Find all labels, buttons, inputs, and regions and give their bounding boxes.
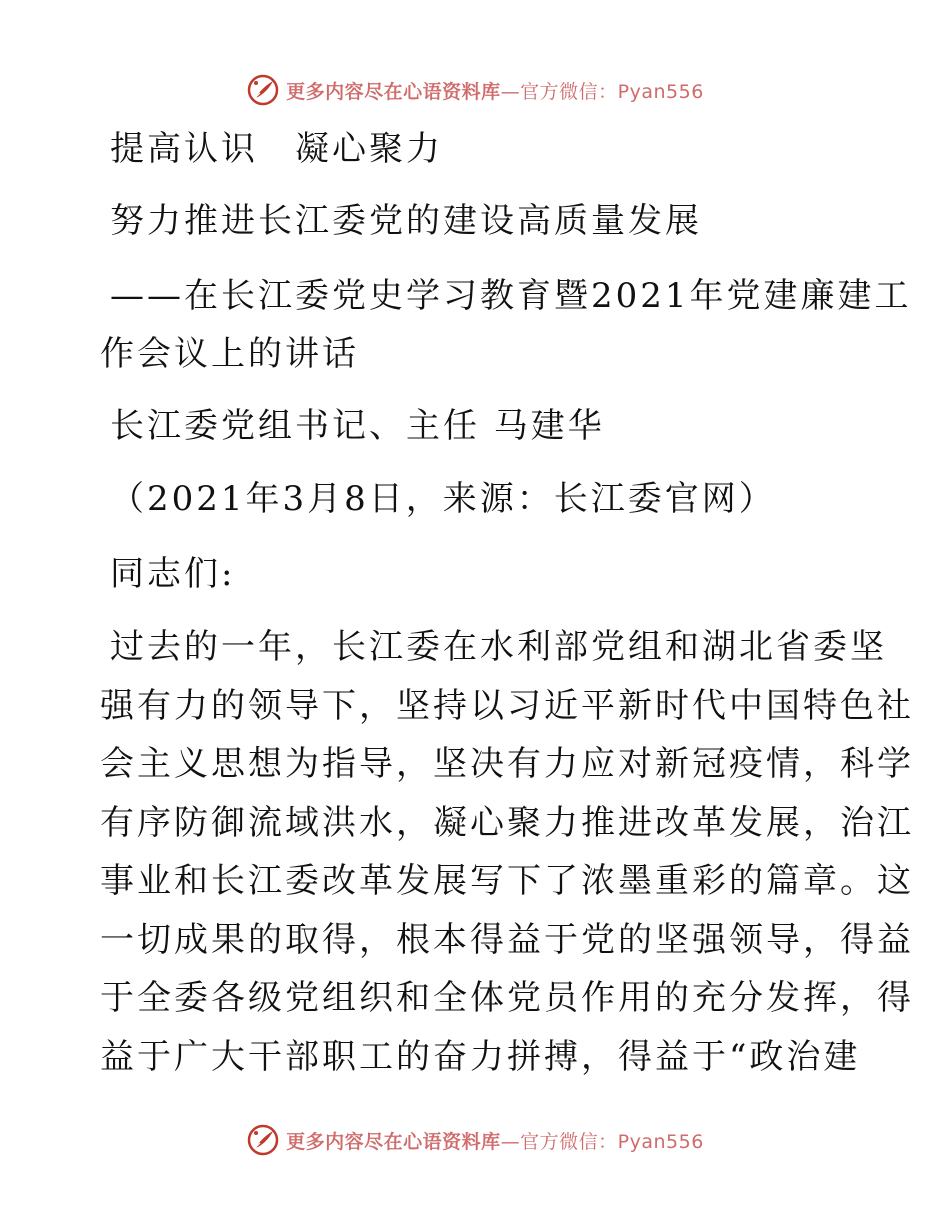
body-line: 有序防御流域洪水，凝心聚力推进改革发展，治江 bbox=[100, 802, 914, 843]
watermark-separator: — bbox=[500, 1130, 521, 1153]
watermark-suffix: 官方微信：Pyan556 bbox=[520, 80, 704, 103]
body-line: 于全委各级党组织和全体党员作用的充分发挥，得 bbox=[100, 978, 914, 1018]
document-title-line-2: 努力推进长江委党的建设高质量发展 bbox=[110, 201, 702, 241]
document-subtitle-line-2: 作会议上的讲话 bbox=[100, 334, 359, 374]
body-paragraph bbox=[100, 618, 914, 1086]
document-title-line-1: 提高认识 凝心聚力 bbox=[110, 129, 443, 169]
document-greeting: 同志们: bbox=[110, 554, 236, 594]
body-line: 过去的一年，长江委在水利部党组和湖北省委坚 bbox=[110, 627, 887, 667]
body-line: 强有力的领导下，坚持以习近平新时代中国特色社 bbox=[100, 685, 914, 726]
watermark-suffix: 官方微信：Pyan556 bbox=[520, 1130, 704, 1153]
watermark-main: 更多内容尽在心语资料库 bbox=[286, 80, 501, 103]
feather-quill-logo-icon bbox=[246, 1123, 280, 1157]
document-author: 长江委党组书记、主任 马建华 bbox=[110, 406, 605, 446]
watermark-text bbox=[286, 77, 704, 104]
body-line: 益于广大干部职工的奋力拼搏，得益于“政治建 bbox=[100, 1036, 861, 1077]
body-line: 事业和长江委改革发展写下了浓墨重彩的篇章。这 bbox=[100, 861, 914, 901]
watermark-separator: — bbox=[500, 80, 521, 103]
header-watermark bbox=[0, 70, 950, 110]
document-subtitle-line-1: ——在长江委党史学习教育暨2021年党建廉建工 bbox=[110, 276, 912, 316]
body-line: 会主义思想为指导，坚决有力应对新冠疫情，科学 bbox=[100, 744, 914, 784]
document-source: （2021年3月8日，来源：长江委官网） bbox=[110, 479, 776, 519]
watermark-text bbox=[286, 1127, 704, 1154]
watermark-main: 更多内容尽在心语资料库 bbox=[286, 1130, 501, 1153]
body-line: 一切成果的取得，根本得益于党的坚强领导，得益 bbox=[100, 919, 914, 960]
footer-watermark bbox=[0, 1120, 950, 1160]
feather-quill-logo-icon bbox=[246, 73, 280, 107]
